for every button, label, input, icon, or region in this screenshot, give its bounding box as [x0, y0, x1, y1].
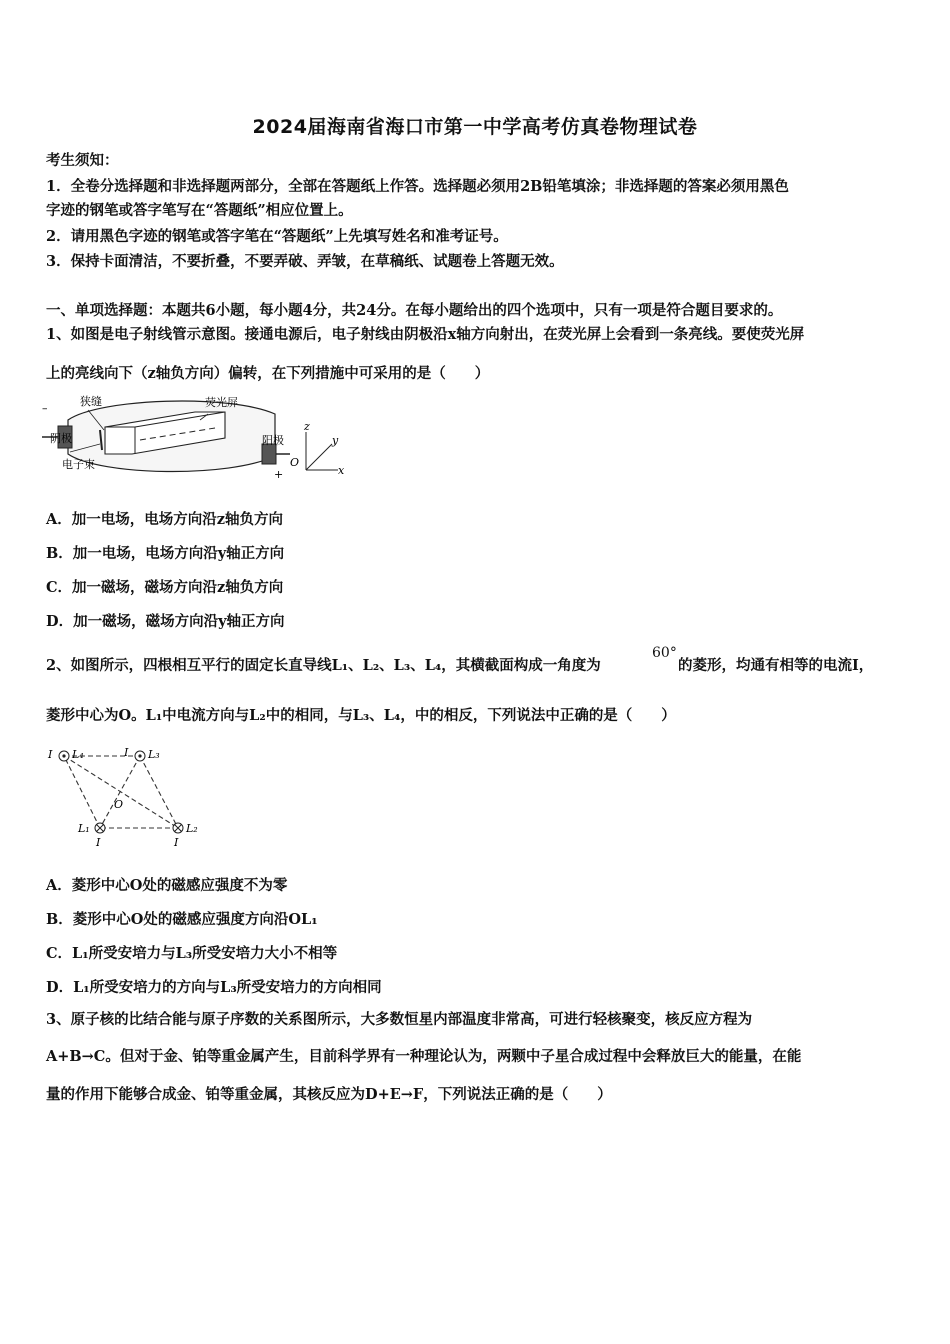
plus-sign: + — [274, 468, 284, 481]
screen-label: 荧光屏 — [205, 396, 238, 409]
wire-label-l1: L₁ — [78, 822, 90, 835]
q3-stem-line1: 3、原子核的比结合能与原子序数的关系图所示，大多数恒星内部温度非常高，可进行轻核聚变，核反应方程为 — [46, 1011, 753, 1028]
current-label-l1: I — [96, 836, 101, 849]
beam-label: 电子束 — [62, 458, 95, 471]
wire-label-l3: L₃ — [148, 748, 160, 761]
wire-label-l4: L₄ — [72, 748, 84, 761]
section-heading: 一、单项选择题：本题共6小题，每小题4分，共24分。在每小题给出的四个选项中，只有一项是符合题目要求的。 — [46, 302, 783, 319]
axis-x-label: x — [338, 464, 345, 477]
angle-value: 60° — [652, 645, 677, 661]
origin-label: O — [290, 456, 300, 469]
axis-z-label: z — [304, 420, 310, 433]
q1-stem-line1: 1、如图是电子射线管示意图。接通电源后，电子射线由阴极沿x轴方向射出，在荧光屏上会看到一条亮线。要使荧光屏 — [46, 326, 805, 343]
current-label-l3: I — [124, 746, 129, 759]
notice-item-1-cont: 字迹的钢笔或答字笔写在“答题纸”相应位置上。 — [46, 202, 353, 219]
q1-option-b: B．加一电场，电场方向沿y轴正方向 — [46, 545, 285, 562]
current-label-l4: I — [48, 748, 53, 761]
notice-item-2: 2．请用黑色字迹的钢笔或答字笔在“答题纸”上先填写姓名和准考证号。 — [46, 228, 508, 245]
q3-stem-line3: 量的作用下能够合成金、铂等重金属，其核反应为D+E→F，下列说法正确的是（ ） — [46, 1086, 612, 1103]
center-label: O — [114, 798, 124, 811]
q2-option-a: A．菱形中心O处的磁感应强度不为零 — [46, 877, 288, 894]
q1-option-d: D．加一磁场，磁场方向沿y轴正方向 — [46, 613, 285, 630]
minus-sign: – — [42, 402, 48, 415]
q1-option-a: A．加一电场，电场方向沿z轴负方向 — [46, 511, 283, 528]
q2-stem-line1b: 的菱形，均通有相等的电流I， — [678, 657, 874, 674]
notice-item-1: 1．全卷分选择题和非选择题两部分，全部在答题纸上作答。选择题必须用2B铅笔填涂；非选择题的答案必须用黑色 — [46, 178, 789, 195]
rhombus-diagram — [44, 742, 204, 850]
cathode-label: 阴极 — [50, 432, 72, 445]
wire-label-l2: L₂ — [186, 822, 198, 835]
axis-y-label: y — [332, 434, 339, 447]
q2-stem-line1a: 2、如图所示，四根相互平行的固定长直导线L₁、L₂、L₃、L₄，其横截面构成一角度为 — [46, 657, 601, 674]
crt-diagram — [40, 392, 360, 484]
q2-option-b: B．菱形中心O处的磁感应强度方向沿OL₁ — [46, 911, 318, 928]
notice-heading: 考生须知： — [46, 152, 119, 169]
q2-option-d: D．L₁所受安培力的方向与L₃所受安培力的方向相同 — [46, 979, 382, 996]
notice-item-3: 3．保持卡面清洁，不要折叠，不要弄破、弄皱，在草稿纸、试题卷上答题无效。 — [46, 253, 564, 270]
q3-stem-line2: A+B→C。但对于金、铂等重金属产生，目前科学界有一种理论认为，两颗中子星合成过程中会释放巨大的能量，在能 — [46, 1048, 802, 1065]
q1-stem-line2: 上的亮线向下（z轴负方向）偏转，在下列措施中可采用的是（ ） — [46, 365, 490, 382]
anode-label: 阳极 — [262, 434, 284, 447]
current-label-l2: I — [174, 836, 179, 849]
q1-option-c: C．加一磁场，磁场方向沿z轴负方向 — [46, 579, 284, 596]
q2-stem-line2: 菱形中心为O。L₁中电流方向与L₂中的相同，与L₃、L₄，中的相反，下列说法中正确的是（ ） — [46, 707, 676, 724]
slit-label: 狭缝 — [80, 395, 102, 408]
q2-option-c: C．L₁所受安培力与L₃所受安培力大小不相等 — [46, 945, 338, 962]
page-title: 2024届海南省海口市第一中学高考仿真卷物理试卷 — [252, 116, 698, 138]
